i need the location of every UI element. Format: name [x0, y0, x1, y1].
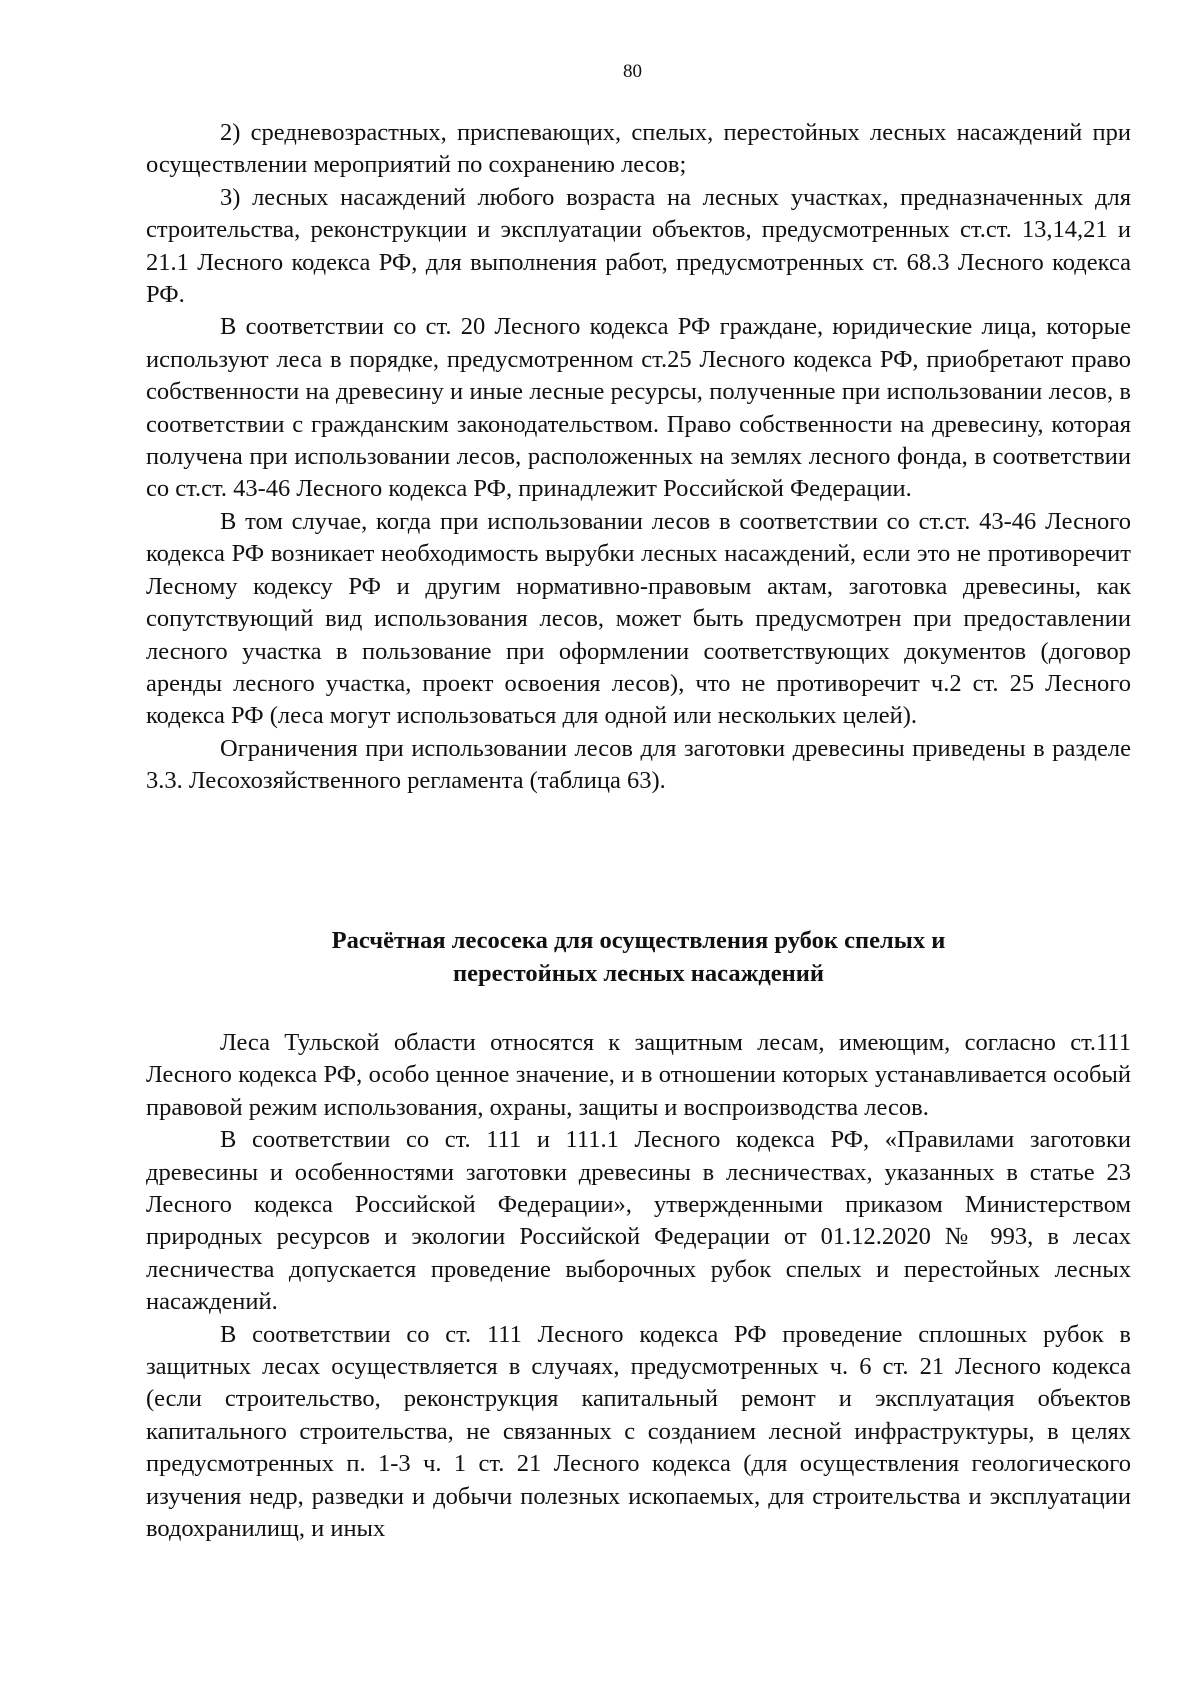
paragraph-item-3: 3) лесных насаждений любого возраста на лесных участках, предназначенных для строительства, реконструкции и эксплуатации объектов, предусмотренных ст.ст. 13,14,21 и 21.1 Лесного кодекса РФ, для выполнения работ, предусмотренных ст. 68.3 Лесного кодекса РФ. — [146, 183, 1131, 309]
paragraph-clear-cutting: В соответствии со ст. 111 Лесного кодекса РФ проведение сплошных рубок в защитных лесах осуществляется в случаях, предусмотренных ч. 6 ст. 21 Лесного кодекса (если строительство, реконструкция капитальный ремонт и эксплуатация объектов капитального строительства, не связанных с созданием лесной инфраструктуры, в целях предусмотренных п. 1-3 ч. 1 ст. 21 Лесного кодекса (для осуществления геологического изучения недр, разведки и добычи полезных ископаемых, для строительства и эксплуатации водохранилищ, и иных — [146, 1320, 1131, 1543]
paragraph-restrictions: Ограничения при использовании лесов для заготовки древесины приведены в разделе 3.3. Лесохозяйственного регламента (таблица 63). — [146, 734, 1131, 795]
section-heading — [146, 924, 1131, 990]
paragraph-protective-forests: Леса Тульской области относятся к защитным лесам, имеющим, согласно ст.111 Лесного кодекса РФ, особо ценное значение, и в отношении которых устанавливается особый правовой режим использования, охраны, защиты и воспроизводства лесов. — [146, 1029, 1131, 1121]
paragraph-item-2: 2) средневозрастных, приспевающих, спелых, перестойных лесных насаждений при осуществлении мероприятий по сохранению лесов; — [146, 119, 1131, 179]
section-heading-line-2: перестойных лесных насаждений — [453, 960, 824, 987]
section-cutting-area-text — [146, 1027, 1131, 1546]
paragraph-harvesting-case: В том случае, когда при использовании лесов в соответствии со ст.ст. 43-46 Лесного кодекса РФ возникает необходимость вырубки лесных насаждений, если это не противоречит Лесному кодексу РФ и другим нормативно-правовым актам, заготовка древесины, как сопутствующий вид использования лесов, может быть предусмотрен при предоставлении лесного участка в пользование при оформлении соответствующих документов (договор аренды лесного участка, проект освоения лесов), что не противоречит ч.2 ст. 25 Лесного кодекса РФ (леса могут использоваться для одной или нескольких целей). — [146, 507, 1131, 730]
page-number: 80 — [623, 61, 642, 82]
section-heading-line-1: Расчётная лесосека для осуществления рубок спелых и — [331, 927, 946, 954]
paragraph-ownership: В соответствии со ст. 20 Лесного кодекса РФ граждане, юридические лица, которые используют леса в порядке, предусмотренном ст.25 Лесного кодекса РФ, приобретают право собственности на древесину и иные лесные ресурсы, полученные при использовании лесов, в соответствии с гражданским законодательством. Право собственности на древесину, которая получена при использовании лесов, расположенных на землях лесного фонда, в соответствии со ст.ст. 43-46 Лесного кодекса РФ, принадлежит Российской Федерации. — [146, 313, 1131, 503]
paragraph-selective-cutting: В соответствии со ст. 111 и 111.1 Лесного кодекса РФ, «Правилами заготовки древесины и особенностями заготовки древесины в лесничествах, указанных в статье 23 Лесного кодекса Российской Федерации», утвержденными приказом Министерством природных ресурсов и экологии Российской Федерации от 01.12.2020 № 993, в лесах лесничества допускается проведение выборочных рубок спелых и перестойных лесных насаждений. — [146, 1126, 1131, 1316]
section-ownership-text — [146, 117, 1131, 798]
